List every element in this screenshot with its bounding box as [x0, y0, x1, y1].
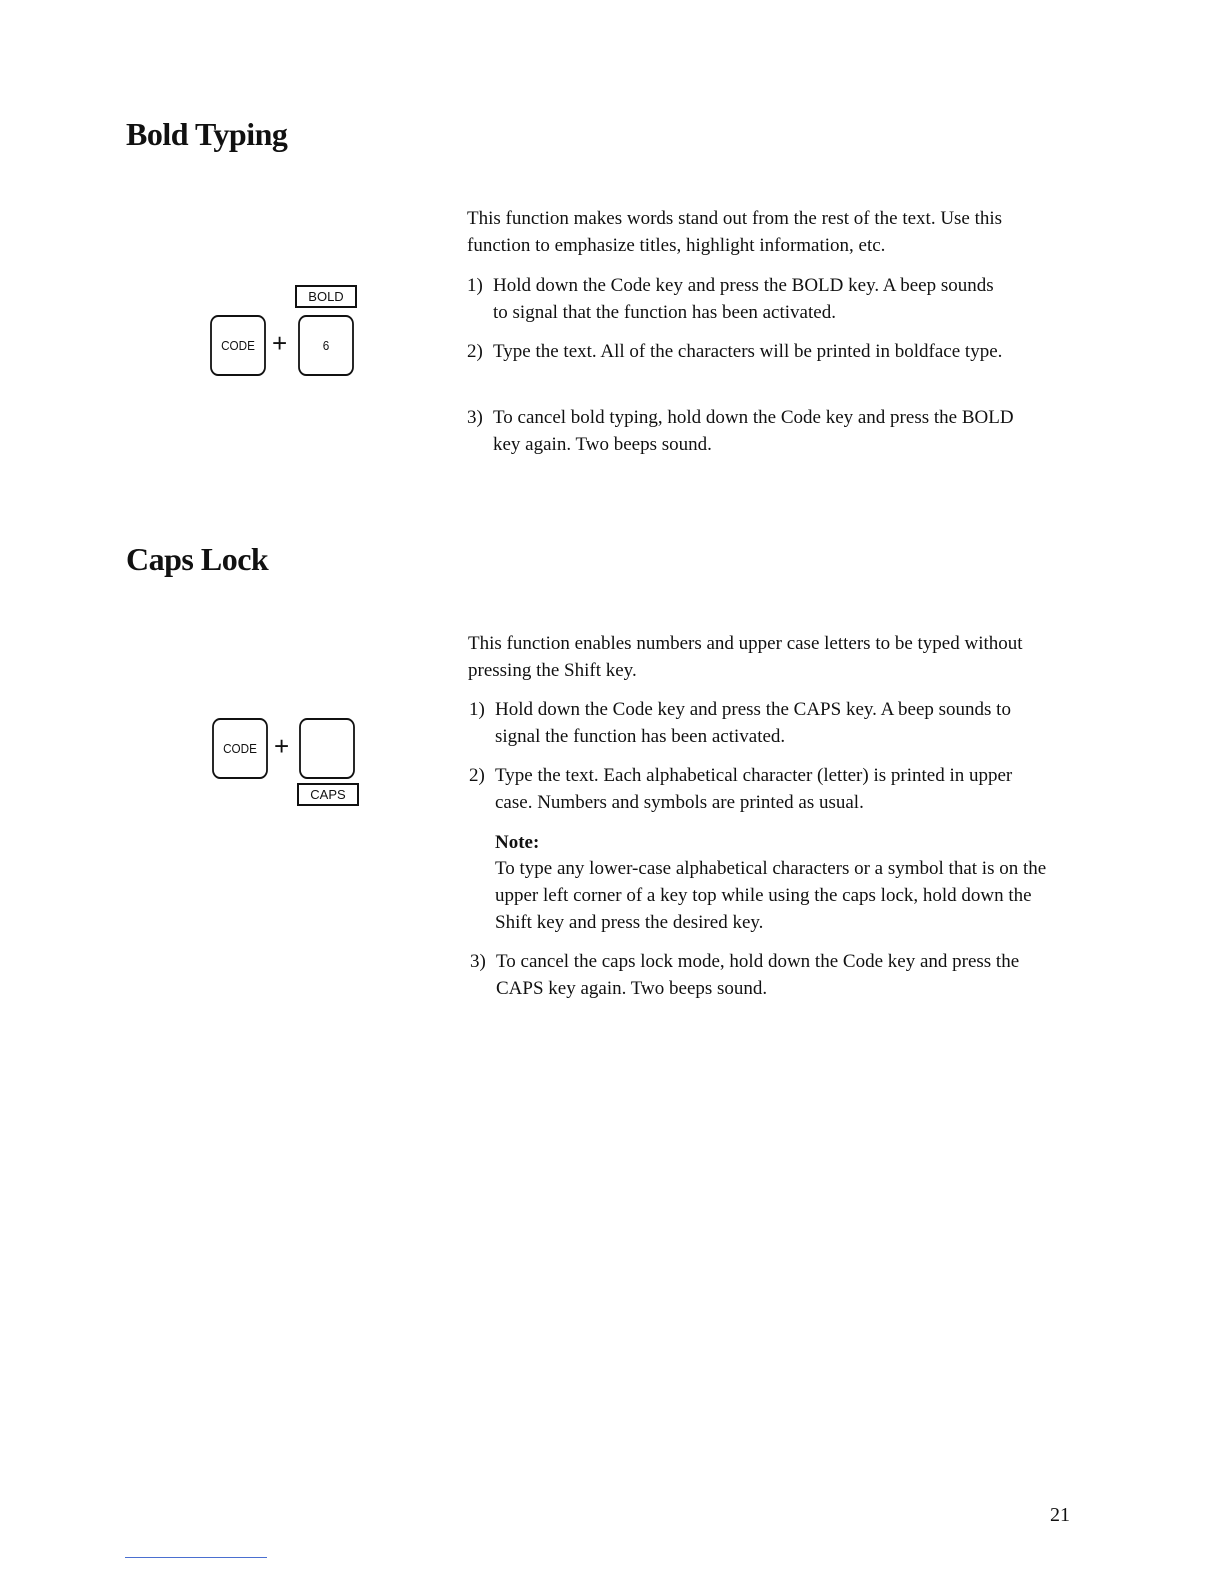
step-number: 3): [470, 951, 486, 972]
caps-key-label: CAPS: [297, 783, 359, 806]
plus-sign: +: [272, 328, 288, 358]
heading-caps-lock: Caps Lock: [126, 541, 269, 577]
caps-step-1: [469, 696, 1069, 750]
step-text: To cancel the caps lock mode, hold down the Code key and press the CAPS key again. Two beeps sound.: [496, 951, 1020, 999]
six-key: 6: [298, 315, 354, 376]
bold-intro: This function makes words stand out from the rest of the text. Use this function to emphasize titles, highlight information, etc.: [467, 208, 1003, 256]
step-number: 2): [467, 341, 483, 362]
step-text: To cancel bold typing, hold down the Code key and press the BOLD key again. Two beeps sound.: [493, 407, 1014, 455]
bold-step-2: [467, 338, 1067, 365]
code-key: CODE: [212, 718, 268, 779]
step-number: 3): [467, 407, 483, 428]
code-key: CODE: [210, 315, 266, 376]
step-number: 1): [467, 275, 483, 296]
step-text: Type the text. All of the characters will be printed in boldface type.: [493, 341, 1003, 362]
step-text: Hold down the Code key and press the CAPS key. A beep sounds to signal the function has been activated.: [495, 699, 1011, 747]
page-number: 21: [1050, 1504, 1070, 1526]
blank-key: [299, 718, 355, 779]
caps-step-3: [470, 948, 1070, 1002]
step-number: 2): [469, 765, 485, 786]
footer-rule: [125, 1557, 267, 1558]
step-number: 1): [469, 699, 485, 720]
step-text: Type the text. Each alphabetical character (letter) is printed in upper case. Numbers and symbols are printed as usual.: [495, 765, 1013, 813]
plus-sign: +: [274, 731, 290, 761]
note-title: Note:: [495, 832, 540, 853]
bold-key-label: BOLD: [295, 285, 357, 308]
heading-bold-typing: Bold Typing: [126, 116, 288, 152]
note-text: To type any lower-case alphabetical characters or a symbol that is on the upper left corner of a key top while using the caps lock, hold down the Shift key and press the desired key.: [495, 858, 1047, 933]
bold-step-3: [467, 404, 1067, 458]
caps-step-2: [469, 762, 1069, 816]
bold-step-1: [467, 272, 1067, 326]
caps-intro: This function enables numbers and upper case letters to be typed without pressing the Shift key.: [468, 633, 1023, 681]
step-text: Hold down the Code key and press the BOLD key. A beep sounds to signal that the function has been activated.: [493, 275, 994, 323]
